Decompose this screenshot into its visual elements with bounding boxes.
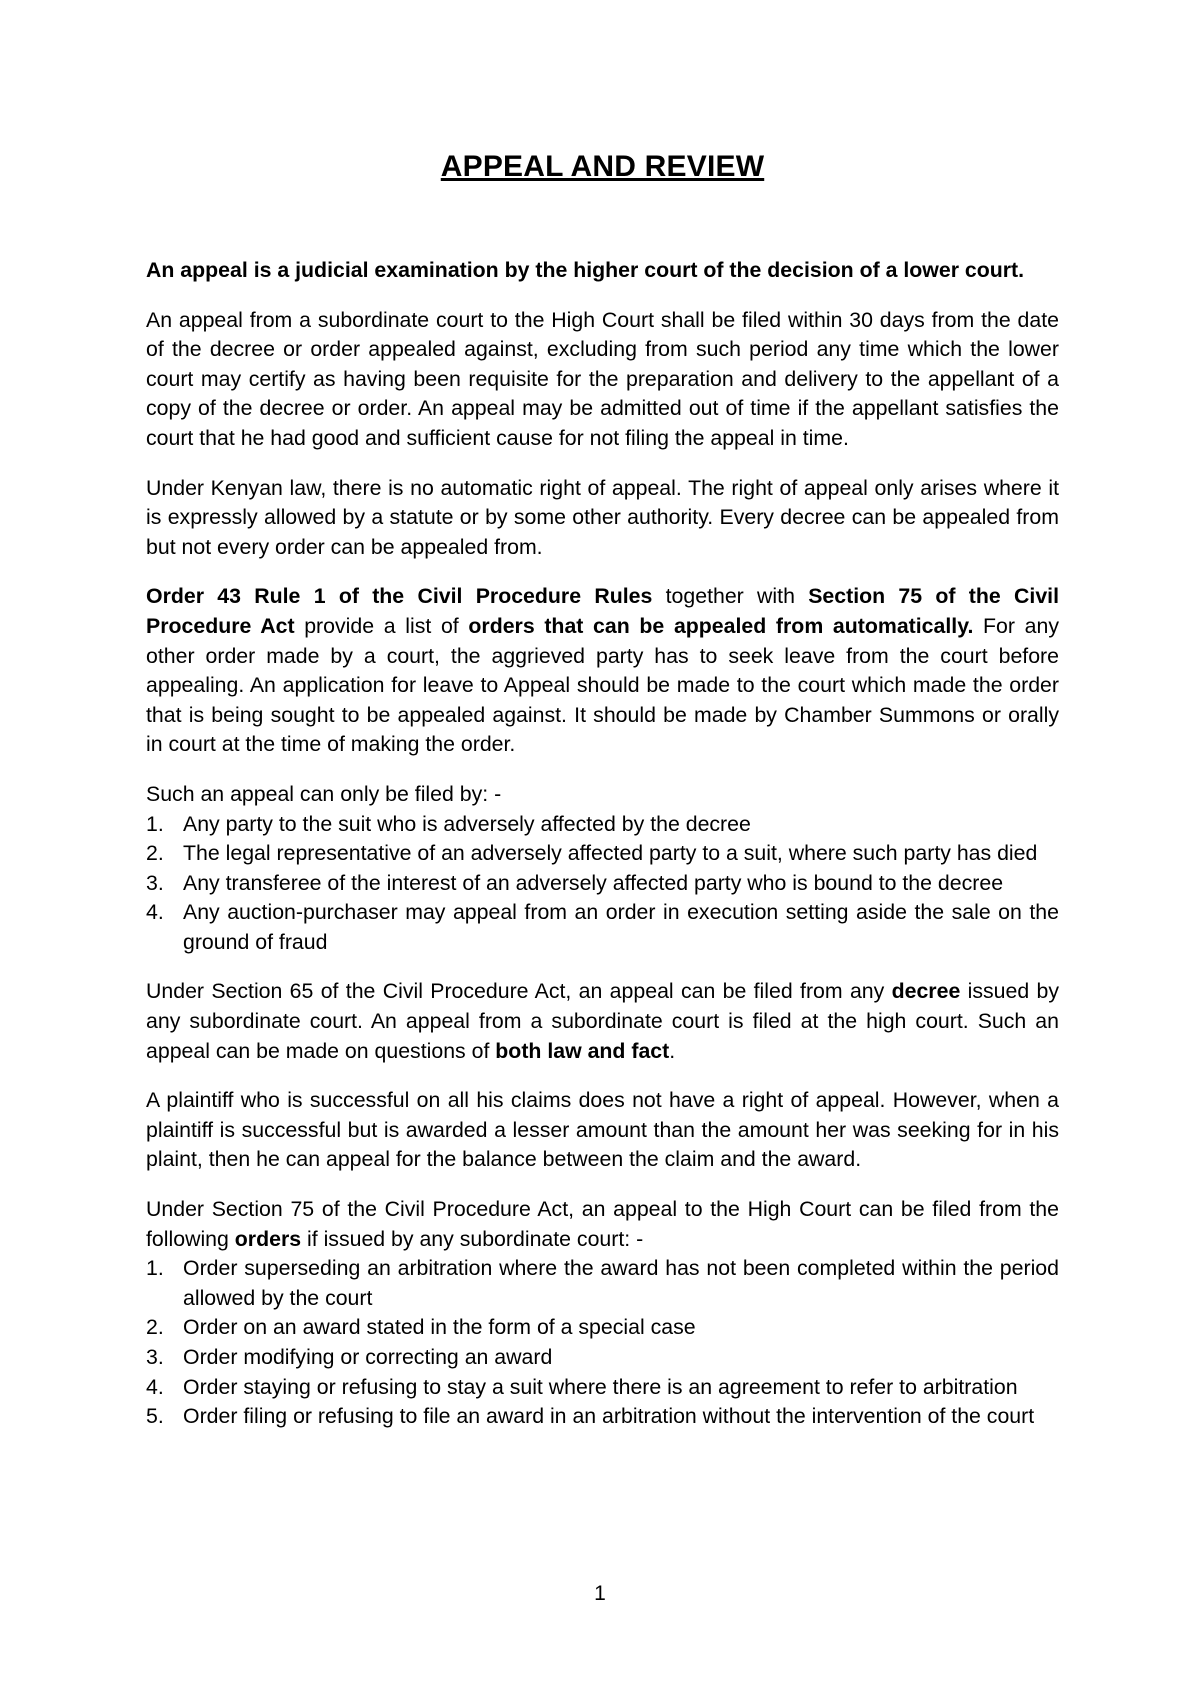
page-number: 1 (594, 1582, 606, 1605)
text-run: . (669, 1038, 676, 1063)
document-body (146, 150, 1059, 1452)
list-item-text: Order filing or refusing to file an award in an arbitration without the intervention of the court (183, 1404, 1035, 1429)
paragraph-order-43 (146, 582, 1059, 760)
list-number: 2. (146, 1315, 164, 1340)
text-run: Under Section 75 of the Civil Procedure Act, an appeal to the High Court can be filed from the following (146, 1197, 1059, 1251)
list-item (146, 1254, 1059, 1313)
list-number: 4. (146, 1374, 164, 1399)
paragraph-filing-period: An appeal from a subordinate court to the High Court shall be filed within 30 days from the date of the decree or order appealed against, excluding from such period any time which the lower court may certify as having been requisite for the preparation and delivery to the appellant of a copy of the decree or order. An appeal may be admitted out of time if the appellant satisfies the court that he had good and sufficient cause for not filing the appeal in time. (146, 307, 1059, 450)
list-item-text: Any transferee of the interest of an adversely affected party who is bound to the decree (183, 870, 1004, 895)
list-item-text: The legal representative of an adversely affected party to a suit, where such party has died (183, 841, 1038, 866)
list-item-text: Order modifying or correcting an award (183, 1345, 553, 1369)
list-item (146, 898, 1059, 957)
order-43-rule-ref: Order 43 Rule 1 of the Civil Procedure Rules (146, 584, 653, 609)
list-item (146, 1373, 1059, 1403)
list-number: 5. (146, 1404, 164, 1429)
text-run: Under Section 65 of the Civil Procedure Act, an appeal can be filed from any (146, 979, 892, 1004)
list-item-text: Any party to the suit who is adversely affected by the decree (183, 811, 751, 836)
orders-list (146, 1254, 1059, 1432)
list-number: 1. (146, 811, 164, 836)
filed-by-list (146, 810, 1059, 958)
filed-by-intro: Such an appeal can only be filed by: - (146, 781, 502, 806)
section-75-ref: Section 75 of the Civil Procedure Act (146, 584, 1059, 638)
list-number: 1. (146, 1256, 164, 1281)
law-and-fact-term: both law and fact (495, 1038, 670, 1063)
list-item (146, 1343, 1059, 1373)
list-number: 3. (146, 870, 164, 895)
list-item (146, 810, 1059, 840)
list-item-text: Order staying or refusing to stay a suit where there is an agreement to refer to arbitration (183, 1374, 1018, 1399)
text-run: For any other order made by a court, the aggrieved party has to seek leave from the court before appealing. An application for leave to Appeal should be made to the court which made the order that is being sought to be appealed against. It should be made by Chamber Summons or orally in court at the time of making the order. (146, 613, 1059, 757)
paragraph-section-65 (146, 977, 1059, 1066)
decree-term: decree (891, 979, 961, 1004)
appeal-definition: An appeal is a judicial examination by the higher court of the decision of a lower court. (146, 258, 1025, 282)
text-run: provide a list of (294, 613, 469, 638)
paragraph-section-75 (146, 1195, 1059, 1254)
list-number: 3. (146, 1345, 164, 1369)
paragraph-plaintiff: A plaintiff who is successful on all his claims does not have a right of appeal. However, when a plaintiff is successful but is awarded a lesser amount than the amount her was seeking for in his plaint, then he can appeal for the balance between the claim and the award. (146, 1088, 1059, 1172)
paragraph-right-of-appeal: Under Kenyan law, there is no automatic right of appeal. The right of appeal only arises where it is expressly allowed by a statute or by some other authority. Every decree can be appealed from but not every order can be appealed from. (146, 475, 1059, 559)
list-item (146, 1402, 1059, 1432)
list-item-text: Any auction-purchaser may appeal from an order in execution setting aside the sale on the ground of fraud (183, 900, 1059, 954)
list-item-text: Order on an award stated in the form of a special case (183, 1315, 696, 1340)
list-number: 2. (146, 841, 164, 866)
list-item-text: Order superseding an arbitration where the award has not been completed within the period allowed by the court (183, 1256, 1059, 1310)
list-number: 4. (146, 900, 164, 925)
orders-term: orders (234, 1226, 302, 1251)
list-item (146, 1313, 1059, 1343)
text-run: issued by any subordinate court. An appeal from a subordinate court is filed at the high court. Such an appeal can be made on questions of (146, 979, 1059, 1063)
automatic-orders-phrase: orders that can be appealed from automatically. (468, 613, 974, 638)
list-item (146, 839, 1059, 869)
list-item (146, 869, 1059, 899)
text-run: together with (652, 584, 809, 609)
text-run: if issued by any subordinate court: - (301, 1226, 644, 1251)
document-title: APPEAL AND REVIEW (440, 150, 765, 183)
